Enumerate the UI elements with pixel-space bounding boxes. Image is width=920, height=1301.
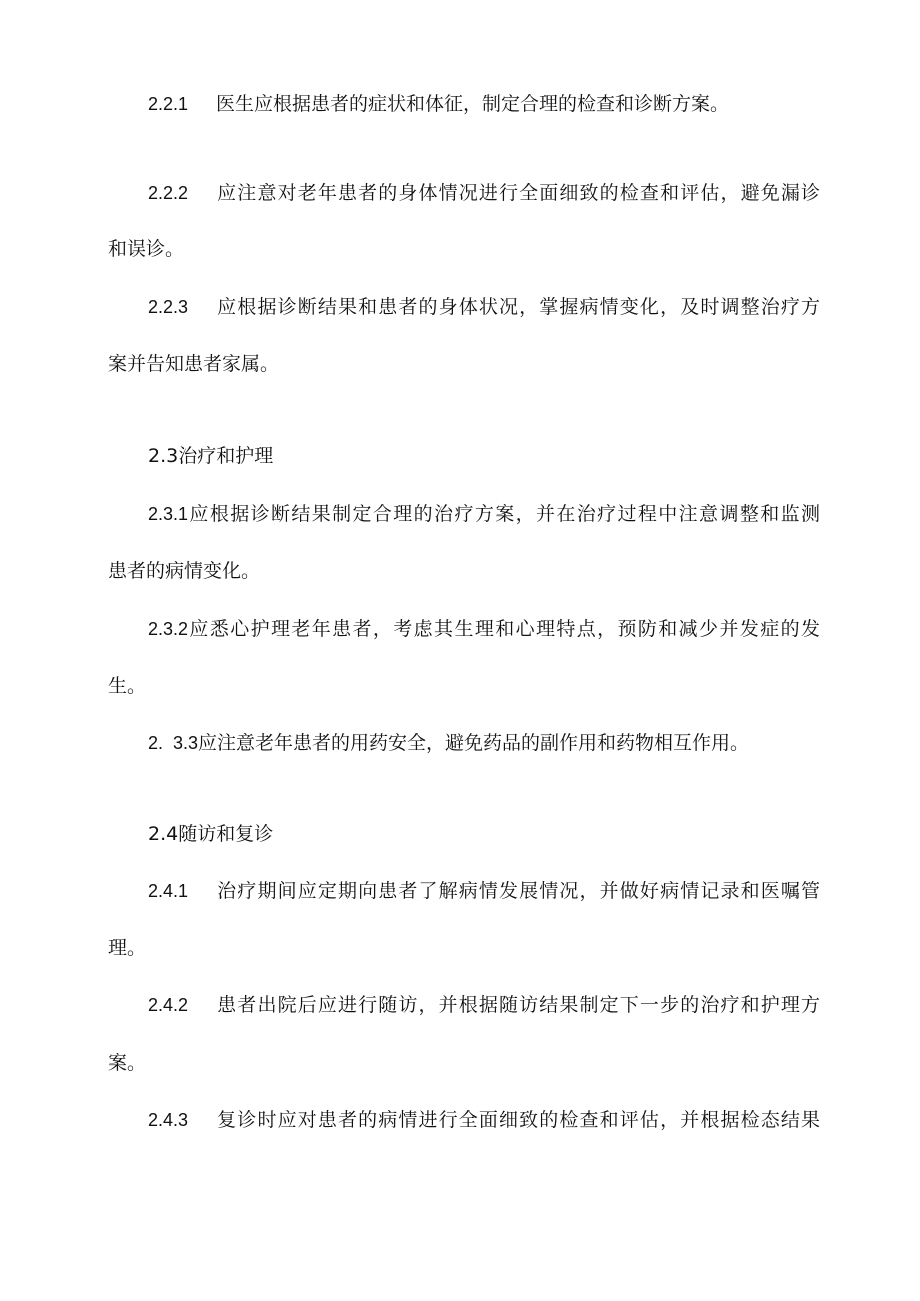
clause-text: 治疗期间应定期向患者了解病情发展情况，并做好病情记录和医嘱管 xyxy=(216,880,820,902)
clause-number: 2.4.3 xyxy=(148,1110,189,1130)
clause-text: 复诊时应对患者的病情进行全面细致的检查和评估，并根据检态结果 xyxy=(216,1109,820,1131)
clause-text: 应根据诊断结果制定合理的治疗方案，并在治疗过程中注意调整和监测 xyxy=(188,503,820,525)
clause-number: 2.4.1 xyxy=(148,881,189,901)
clause-number: 2. 3.3 xyxy=(148,733,199,753)
paragraph-2-3-2 xyxy=(148,617,820,641)
clause-text: 应注意老年患者的用药安全，避免药品的副作用和药物相互作用。 xyxy=(198,732,750,754)
clause-number: 2.3.2 xyxy=(148,619,189,639)
clause-text: 应根据诊断结果和患者的身体状况，掌握病情变化，及时调整治疗方 xyxy=(216,296,820,318)
clause-text: 应注意对老年患者的身体情况进行全面细致的检查和评估，避免漏诊 xyxy=(216,182,820,204)
paragraph-2-2-2 xyxy=(148,181,820,205)
clause-number: 2.2.2 xyxy=(148,183,189,203)
clause-text: 医生应根据患者的症状和体征，制定合理的检查和诊断方案。 xyxy=(216,93,730,115)
paragraph-2-4-2-continuation: 案。 xyxy=(108,1052,147,1074)
paragraph-2-4-1 xyxy=(148,879,820,903)
paragraph-2-2-3 xyxy=(148,295,820,319)
paragraph-2-4-2 xyxy=(148,993,820,1017)
clause-number: 2.2.1 xyxy=(148,94,189,114)
paragraph-2-2-1 xyxy=(148,92,820,116)
paragraph-2-3-1 xyxy=(148,502,820,526)
paragraph-2-2-2-continuation: 和误诊。 xyxy=(108,238,185,260)
paragraph-2-3-1-continuation: 患者的病情变化。 xyxy=(108,560,261,582)
paragraph-2-2-3-continuation: 案并告知患者家属。 xyxy=(108,353,280,375)
paragraph-2-4-1-continuation: 理。 xyxy=(108,937,147,959)
paragraph-2-4-3 xyxy=(148,1108,820,1132)
section-heading-2-4: 2.4随访和复诊 xyxy=(148,823,274,845)
clause-number: 2.4.2 xyxy=(148,995,189,1015)
section-heading-2-3: 2.3治疗和护理 xyxy=(148,445,274,467)
paragraph-2-3-3 xyxy=(148,731,820,755)
clause-text: 应悉心护理老年患者，考虑其生理和心理特点，预防和减少并发症的发 xyxy=(188,618,820,640)
paragraph-2-3-2-continuation: 生。 xyxy=(108,675,147,697)
clause-text: 患者出院后应进行随访，并根据随访结果制定下一步的治疗和护理方 xyxy=(216,994,820,1016)
clause-number: 2.3.1 xyxy=(148,504,189,524)
clause-number: 2.2.3 xyxy=(148,297,189,317)
